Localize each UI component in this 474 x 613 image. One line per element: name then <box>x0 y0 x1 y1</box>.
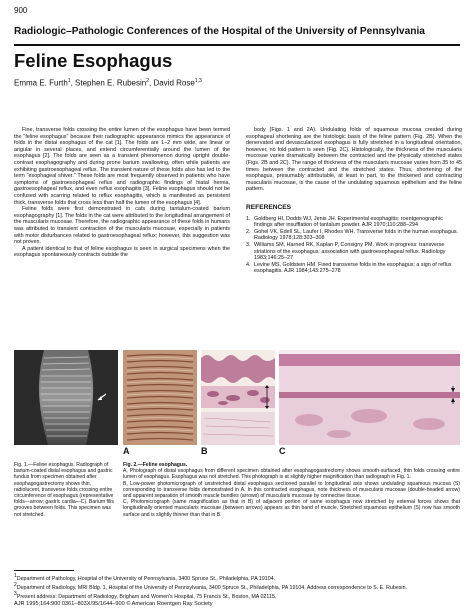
reference-text: Goldberg HI, Dodds WJ, Jenis JH. Experimental esophagitis: roentgenographic findings after insufflation of tantalum powder. AJR 1970;110:288–294 <box>254 215 443 229</box>
reference-item <box>246 216 462 229</box>
reference-item <box>246 229 462 242</box>
figure-2c-photomicrograph <box>279 350 460 445</box>
references-heading: REFERENCES <box>246 203 292 211</box>
figure-label-b: B <box>201 446 208 456</box>
footnote-text: Department of Pathology, Hospital of the University of Pennsylvania, 3400 Spruce St., Philadelphia, PA 19104. <box>16 575 276 582</box>
figure-1-radiograph <box>14 350 118 445</box>
figure-2b-photomicrograph <box>201 350 275 445</box>
article-title: Feline Esophagus <box>14 50 173 71</box>
reference-item <box>246 242 462 262</box>
footnote <box>14 573 460 582</box>
figure-label-a: A <box>123 446 130 456</box>
reference-number: 4. <box>246 261 251 268</box>
footnote <box>14 591 460 600</box>
reference-text: Gohel VK, Edell SL, Laufer I, Rhodes WH. Transverse folds in the human esophagus. Radiology 1978;128:303–308 <box>254 228 459 242</box>
body-paragraph: Fine, transverse folds crossing the entire lumen of the esophagus have been termed the "feline esophagus" because their radiographic appearance mimics the appearance of folds in the distal esophagus of the cat [1]. The folds are 1–2 mm wide, are linear or angular in several places, and extend circumferentially around the lumen of the esophagus [2]. The folds are seen as a transient phenomenon during upright double-contrast esophagography and during prone barium swallowing, often while patients are exhibiting gastroesophageal reflux. The transient nature of these folds also has led to the term "esophageal shiver." These folds are most frequently observed in patients who have symptoms of gastroesophageal reflux and radiographic findings of hiatal hernia, gastroesophageal reflux, and even reflux esophagitis [3]. Feline esophagus should not be confused with scarring related to reflux esophagitis, which is manifested as persistent thick, transverse folds that cross less than half the lumen of the esophagus [4]. <box>14 127 230 206</box>
header-rule <box>14 44 460 46</box>
reference-number: 1. <box>246 215 251 222</box>
author-affiliation: 1,3 <box>194 78 202 84</box>
footnote-marker: 3 <box>14 591 17 598</box>
reference-text: Williams SM, Harned RK, Kaplan P, Consigny PM. Work in progress: transverse striations of the esophagus: association with gastroesophageal reflux. Radiology 1983;146:25–27 <box>254 241 446 262</box>
footnote-rule <box>14 570 74 571</box>
figure-2-caption <box>123 462 460 518</box>
author-separator: , <box>70 78 76 88</box>
footnote-text: Department of Radiology, MRI Bldg. 1, Hospital of the University of Pennsylvania, 3400 Spruce St., Philadelphia, PA 19104. Address correspondence to S. E. Rubesin. <box>16 584 408 591</box>
author-line <box>14 78 202 88</box>
reference-number: 2. <box>246 228 251 235</box>
footnote <box>14 582 460 591</box>
reference-number: 3. <box>246 241 251 248</box>
caption-title: Fig. 2.—Feline esophagus. <box>123 462 188 468</box>
conference-title: Radiologic–Pathologic Conferences of the Hospital of the University of Pennsylvania <box>14 26 425 37</box>
caption-part-c: C, Photomicrograph (same magnification as that in B) of adjacent portion of same esophagus now stretched by external forces shows that longitudinally oriented muscularis mucosae (between arrows) appears as thin band of muscle. Stretched squamous epithelium (S) now has smooth surface and is slightly thinner than that in B. <box>123 499 460 518</box>
body-paragraph: Feline folds were first demonstrated in cats during tantalum-coated barium esophagography [1]. The folds in the cat were attributed to the longitudinal arrangement of the muscularis mucosae. Therefore, the radiographic appearance of these folds in humans was attributed to transient contraction of the muscularis mucosae, especially in patients with motor disturbances related to gastroesophageal reflux; however, this suggestion was not proven. <box>14 206 230 246</box>
figure-1-caption: Fig. 1.—Feline esophagus. Radiograph of barium-coated distal esophagus and gastric fundus from specimen obtained after esophagogastrectomy shows thin, radiolucent, transverse folds crossing entire circumference of esophagus (representative folds—arrow; gastric cardia—C). Barium fills grooves between folds. This specimen was not stretched. <box>14 462 114 518</box>
author-affiliation: 1 <box>67 78 71 84</box>
caption-part-a: A, Photograph of distal esophagus from different specimen obtained after esophagogastrectomy shows smooth-surfaced, thin folds crossing entire lumen of esophagus. Esophagus was not stretched. This photograph is at slightly higher magnification than radiograph in Fig. 1. <box>123 468 460 481</box>
body-column-left <box>14 127 230 259</box>
reference-text: Levine MS, Goldstein HM. Fixed transverse folds in the esophagus: a sign of reflux esophagitis. AJR 1984;143:275–278 <box>254 261 452 275</box>
author-affiliation: 2 <box>146 78 149 84</box>
author-name: David Rose <box>153 78 195 88</box>
footnote-text: Present address: Department of Radiology, Brigham and Women's Hospital, 75 Francis St., Boston, MA 02115. <box>16 594 277 601</box>
caption-part-b: B, Low-power photomicrograph of unstretched distal esophagus sectioned parallel to longitudinal axis shows undulating squamous mucosa (S) corresponding to transverse folds demonstrated in A. In this contracted esophagus, note thickness of muscularis mucosae (double-headed arrow) and apparent separation of smooth muscle bundles (arrows) of muscularis mucosae by connective tissue. <box>123 480 460 500</box>
page-number: 900 <box>14 6 28 15</box>
journal-citation-line: AJR 1995;164:900 0361–803X/95/1644–900 © American Roentgen Ray Society <box>14 601 213 607</box>
footnotes <box>14 573 460 601</box>
body-column-right <box>246 127 462 275</box>
body-paragraph: body (Figs. 1 and 2A). Undulating folds of squamous mucosa created during esophageal shortening are the histologic basis of the feline pattern (Fig. 2B). When the denervated and devascularized esophagus is fully stretched in a longitudinal orientation, however, no fold pattern is seen (Fig. 2C). Histologically, the thickness of the muscularis mucosae varies dramatically between the contracted and the physically stretched states (Figs. 2B and 2C). The range of thickness of the muscularis mucosae varies from 35 to 45 times between the contracted and the stretched states. Thus, shortening of the esophagus, presumably attributable, at least in part, to the thickened and contracting muscularis mucosae, is the cause of the undulating squamous epithelium and the feline pattern. <box>246 127 462 193</box>
figure-label-c: C <box>279 446 286 456</box>
author-separator: , <box>148 78 154 88</box>
author-name: Stephen E. Rubesin <box>75 78 147 88</box>
reference-item <box>246 262 462 275</box>
body-paragraph: A patient identical to that of feline esophagus is seen in surgical specimens when the esophagus spontaneously contracts outside the <box>14 245 230 259</box>
figure-2a-photograph <box>123 350 197 445</box>
reference-list <box>246 216 462 275</box>
footnote-marker: 1 <box>14 573 17 579</box>
footnote-marker: 2 <box>14 582 17 589</box>
author-name: Emma E. Furth <box>14 78 68 88</box>
